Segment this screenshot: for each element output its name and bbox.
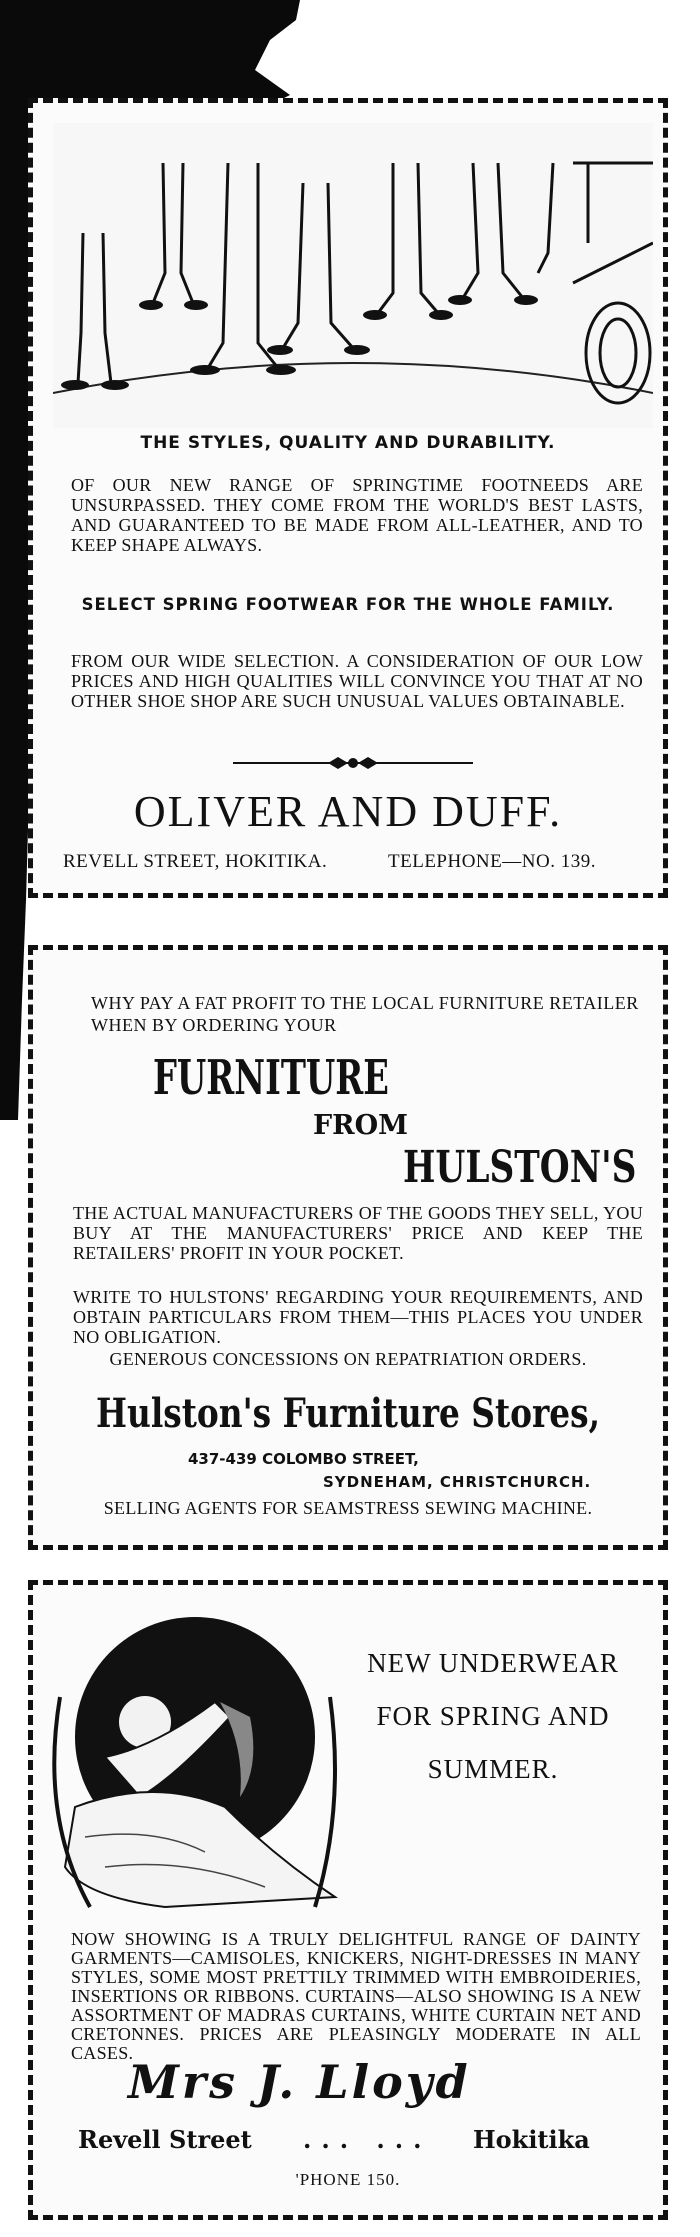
selection-paragraph: FROM OUR WIDE SELECTION. A CONSIDERATION OF OUR LOW PRICES AND HIGH QUALITIES WILL CONVINCE YOU THAT AT NO OTHER SHOE SHOP ARE SUCH UNUSUAL VALUES OBTAINABLE. [71,651,643,711]
garments-paragraph: NOW SHOWING IS A TRULY DELIGHTFUL RANGE OF DAINTY GARMENTS—CAMISOLES, KNICKERS, NIGHT-DRESSES IN MANY STYLES, SOME MOST PRETTILY TRIMMED WITH EMBROIDERIES, INSERTIONS OR RIBBONS. CURTAINS—ALSO SHOWING IS A NEW ASSORTMENT OF MADRAS CURTAINS, WHITE CURTAIN NET AND CRETONNES. PRICES ARE PLEASINGLY MODERATE IN ALL CASES. [71,1929,641,2063]
description-paragraph: OF OUR NEW RANGE OF SPRINGTIME FOOTNEEDS ARE UNSURPASSED. THEY COME FROM THE WORLD'S BEST LASTS, AND GUARANTEED TO BE MADE FROM ALL-LEATHER, AND TO KEEP SHAPE ALWAYS. [71,475,643,555]
heading-line-2: FOR SPRING AND [376,1701,610,1731]
heading-line-3: SUMMER. [427,1754,559,1784]
brand-name: OLIVER AND DUFF. [133,787,563,836]
seated-woman-illustration [45,1607,345,1927]
subheadline: SELECT SPRING FOOTWEAR FOR THE WHOLE FAMILY. [81,595,615,614]
stores-name: Hulston's Furniture Stores, [95,1390,601,1437]
heading-line-1: NEW UNDERWEAR [367,1648,619,1678]
town-name: Hokitika [473,2125,590,2154]
from-heading: FROM [313,1110,409,1141]
intro-text: WHY PAY A FAT PROFIT TO THE LOCAL FURNITURE RETAILER WHEN BY ORDERING YOUR [91,993,639,1035]
phone-number: 'PHONE 150. [295,2170,401,2189]
concessions-line: GENEROUS CONCESSIONS ON REPATRIATION ORDERS. [109,1349,587,1369]
street-address: 437-439 COLOMBO STREET, [188,1450,419,1468]
street-scene-illustration [53,123,653,428]
dot-leader: ... ... [303,2125,432,2154]
manufacturers-paragraph: THE ACTUAL MANUFACTURERS OF THE GOODS THEY SELL, YOU BUY AT THE MANUFACTURERS' PRICE AND KEEP THE RETAILERS' PROFIT IN YOUR POCKET. [73,1203,643,1263]
street-name: Revell Street [78,2125,252,2154]
ornament-divider [233,753,473,773]
city-address: SYDNEHAM, CHRISTCHURCH. [323,1473,592,1491]
address: REVELL STREET, HOKITIKA. [63,851,328,872]
headline: THE STYLES, QUALITY AND DURABILITY. [140,433,556,453]
underwear-heading [363,1637,623,1796]
hulston-heading: HULSTON'S [403,1142,637,1193]
proprietor-name: Mrs J. Lloyd [128,2055,471,2109]
furniture-heading: FURNITURE [153,1050,389,1106]
agents-line: SELLING AGENTS FOR SEAMSTRESS SEWING MACHINE. [103,1498,593,1518]
oliver-duff-advertisement [28,98,668,898]
lloyd-advertisement [28,1580,668,2220]
hulston-advertisement [28,945,668,1550]
telephone: TELEPHONE—NO. 139. [388,851,596,872]
write-paragraph: WRITE TO HULSTONS' REGARDING YOUR REQUIREMENTS, AND OBTAIN PARTICULARS FROM THEM—THIS PLACES YOU UNDER NO OBLIGATION. [73,1287,643,1347]
